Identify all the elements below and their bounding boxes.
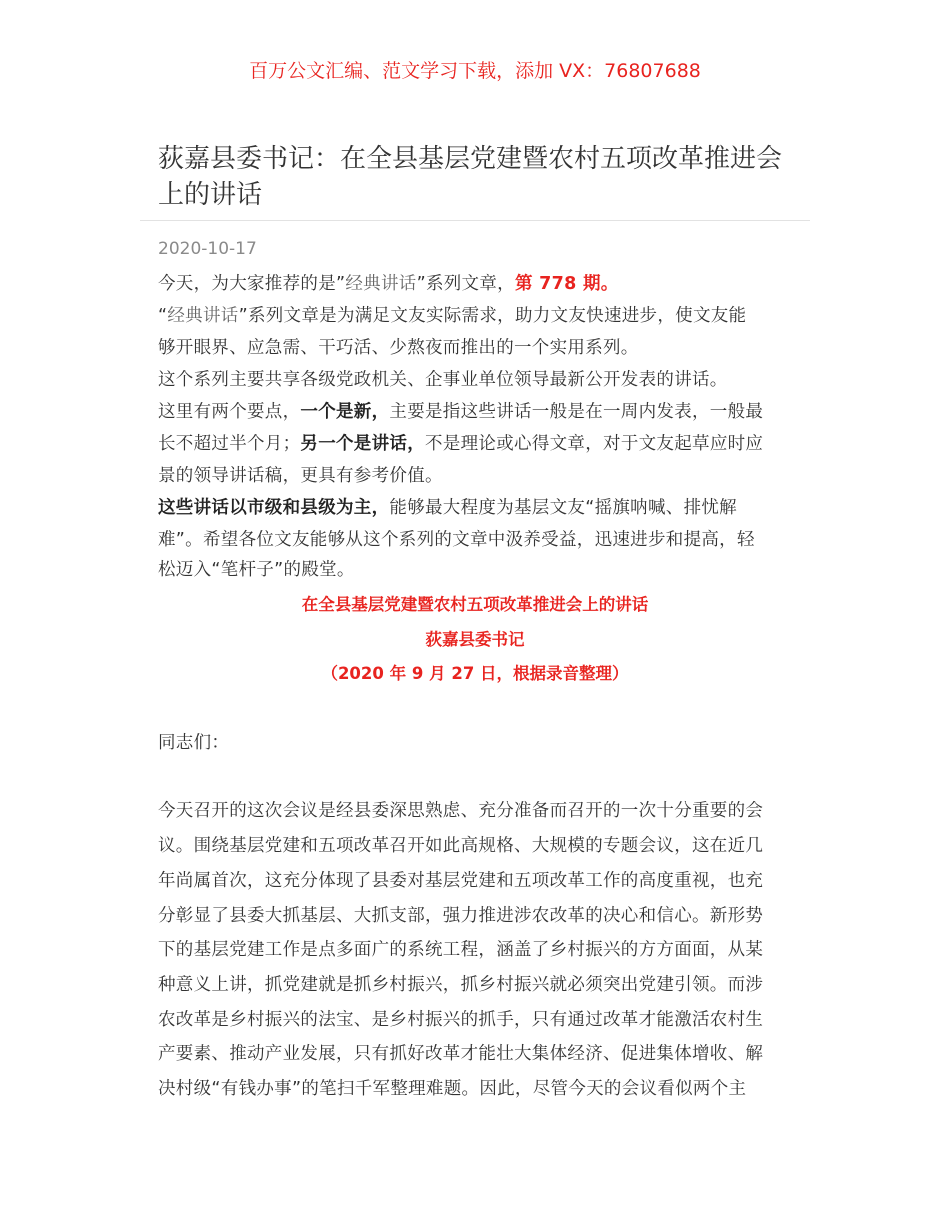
text: 这里有两个要点， xyxy=(158,402,301,422)
bold-text: 一个是新， xyxy=(300,402,390,422)
intro-line xyxy=(158,270,619,295)
intro-line: 难”。希望各位文友能够从这个系列的文章中汲养受益，迅速进步和提高，轻 xyxy=(158,530,755,550)
body-line: 决村级“有钱办事”的笔扫千军整理难题。因此，尽管今天的会议看似两个主 xyxy=(158,1079,747,1099)
article-title-line-2: 上的讲话 xyxy=(158,180,263,210)
text: “ xyxy=(158,306,168,326)
promo-banner: 百万公文汇编、范文学习下载，添加 VX：76807688 xyxy=(249,60,701,82)
body-line: 今天召开的这次会议是经县委深思熟虑、充分准备而召开的一次十分重要的会 xyxy=(158,801,764,821)
intro-line xyxy=(158,430,763,455)
body-line: 种意义上讲，抓党建就是抓乡村振兴，抓乡村振兴就必须突出党建引领。而涉 xyxy=(158,975,764,995)
text: 今天，为大家推荐的是” xyxy=(158,274,346,294)
article-title-line-1: 荻嘉县委书记：在全县基层党建暨农村五项改革推进会 xyxy=(158,144,783,174)
body-line: 年尚属首次，这充分体现了县委对基层党建和五项改革工作的高度重视，也充 xyxy=(158,871,764,891)
body-line: 产要素、推动产业发展，只有抓好改革才能壮大集体经济、促进集体增收、解 xyxy=(158,1044,764,1064)
intro-line: 景的领导讲话稿，更具有参考价值。 xyxy=(158,466,443,486)
speech-author: 荻嘉县委书记 xyxy=(425,630,525,649)
title-divider xyxy=(140,220,810,221)
intro-line xyxy=(158,302,746,327)
text: ”系列文章， xyxy=(416,274,515,294)
speech-date-note: （2020 年 9 月 27 日，根据录音整理） xyxy=(321,664,629,683)
intro-line xyxy=(158,494,737,519)
text: 主要是指这些讲话一般是在一周内发表，一般最 xyxy=(389,402,764,422)
text: 长不超过半个月； xyxy=(158,434,301,454)
body-line: 议。围绕基层党建和五项改革召开如此高规格、大规模的专题会议，这在近几 xyxy=(158,836,764,856)
speech-title: 在全县基层党建暨农村五项改革推进会上的讲话 xyxy=(301,595,649,614)
issue-number: 第 778 期。 xyxy=(514,274,619,294)
salutation: 同志们： xyxy=(158,733,230,753)
body-line: 分彰显了县委大抓基层、大抓支部，强力推进涉农改革的决心和信心。新形势 xyxy=(158,906,764,926)
intro-line: 够开眼界、应急需、干巧活、少熬夜而推出的一个实用系列。 xyxy=(158,338,639,358)
intro-line xyxy=(158,398,763,423)
intro-line: 松迈入“笔杆子”的殿堂。 xyxy=(158,560,355,580)
series-name: 经典讲话 xyxy=(345,274,417,294)
body-line: 下的基层党建工作是点多面广的系统工程，涵盖了乡村振兴的方方面面，从某 xyxy=(158,940,764,960)
text: 不是理论或心得文章，对于文友起草应时应 xyxy=(425,434,764,454)
body-line: 农改革是乡村振兴的法宝、是乡村振兴的抓手，只有通过改革才能激活农村生 xyxy=(158,1010,764,1030)
bold-text: 这些讲话以市级和县级为主， xyxy=(158,498,390,518)
text: ”系列文章是为满足文友实际需求，助力文友快速进步，使文友能 xyxy=(238,306,747,326)
publish-date: 2020-10-17 xyxy=(158,239,257,259)
text: 能够最大程度为基层文友“摇旗呐喊、排忧解 xyxy=(389,498,737,518)
series-name: 经典讲话 xyxy=(167,306,239,326)
intro-line: 这个系列主要共享各级党政机关、企事业单位领导最新公开发表的讲话。 xyxy=(158,370,728,390)
bold-text: 另一个是讲话， xyxy=(300,434,426,454)
